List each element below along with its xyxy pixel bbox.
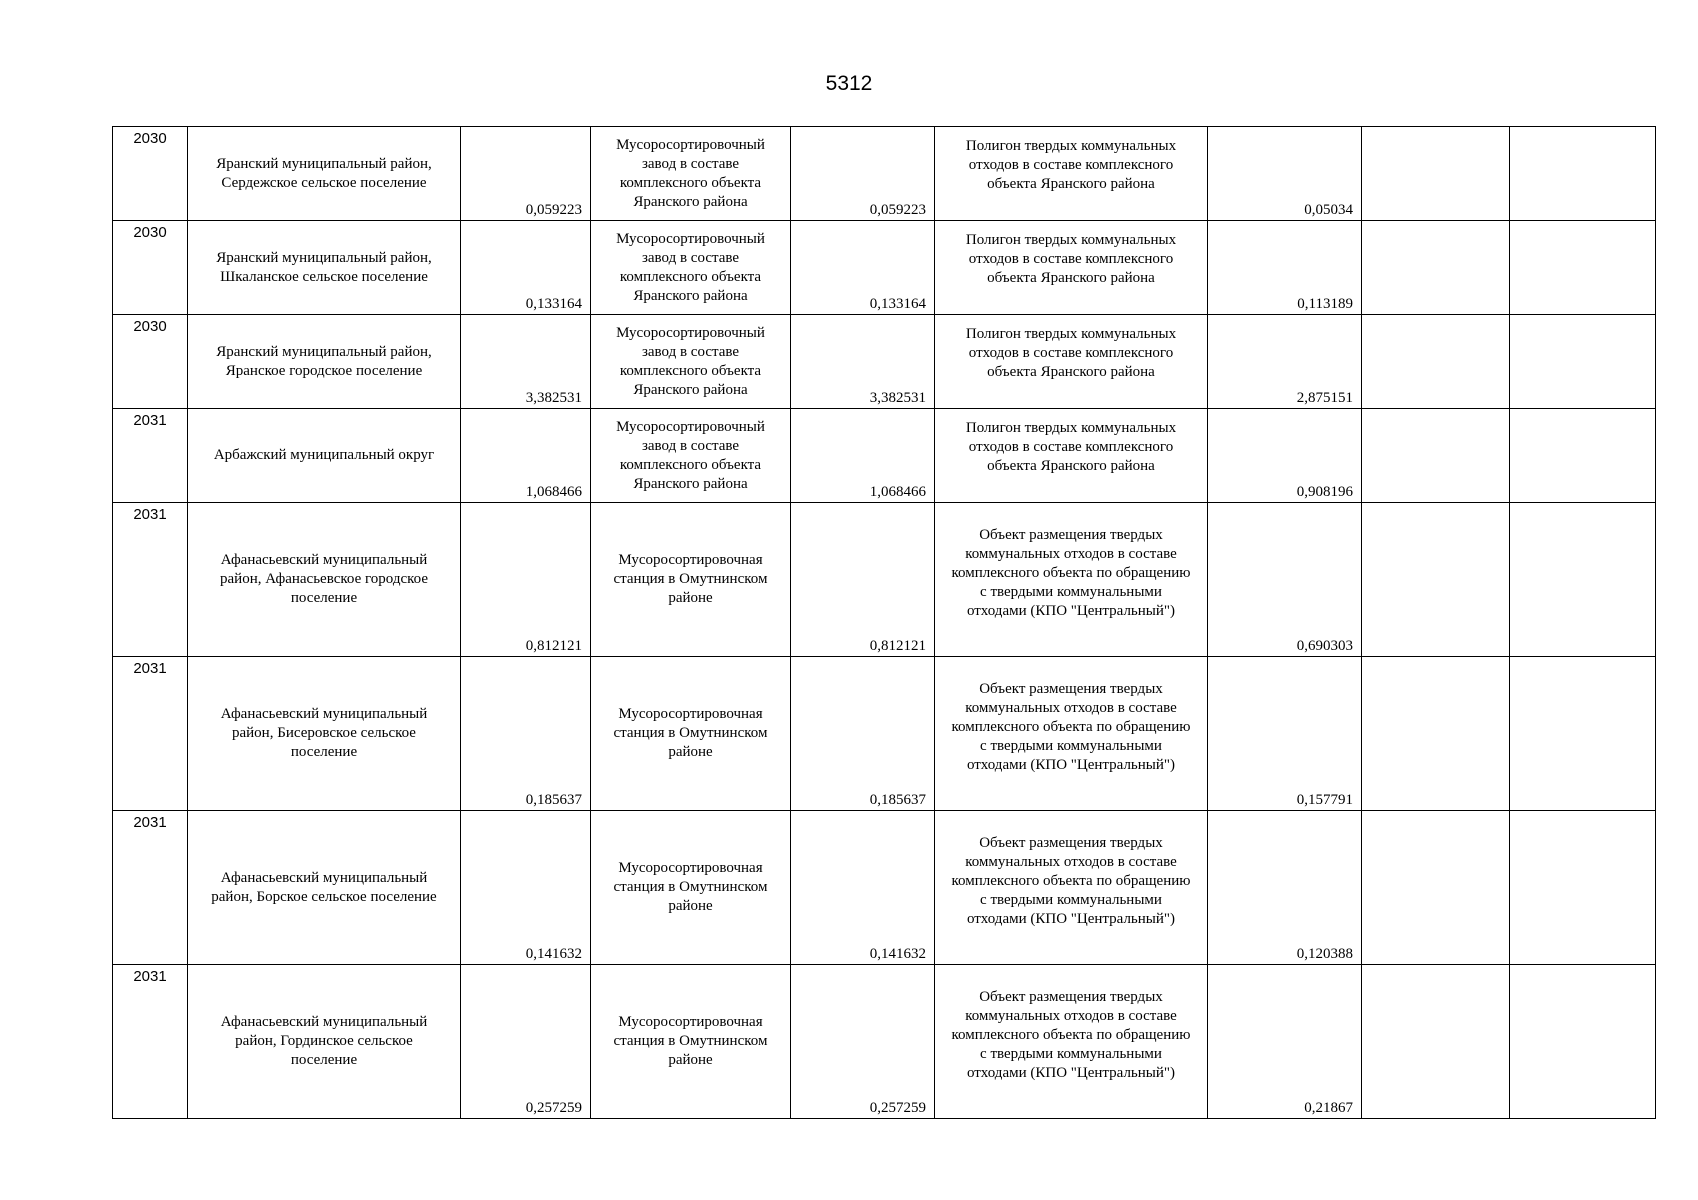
generation-value-cell: 1,068466 [461,409,591,503]
sorting-facility-text: Мусоросортировочная станция в Омутнинском районе [613,552,768,606]
generation-value-cell: 0,257259 [461,965,591,1119]
municipality-cell [188,503,461,657]
municipality-text: Арбажский муниципальный округ [213,447,435,463]
disposal-facility-cell [935,965,1208,1119]
generation-value-cell: 0,812121 [461,503,591,657]
sorting-facility-cell [591,127,791,221]
sorting-facility-cell [591,221,791,315]
generation-value-cell: 0,133164 [461,221,591,315]
table-row [113,315,1656,409]
sorting-facility-text: Мусоросортировочная станция в Омутнинском районе [613,706,768,760]
waste-flow-table [112,126,1656,1119]
disposal-facility-cell [935,127,1208,221]
sorting-facility-cell [591,503,791,657]
municipality-text: Афанасьевский муниципальный район, Борское сельское поселение [211,869,437,905]
disposal-facility-cell [935,657,1208,811]
empty-cell [1362,811,1510,965]
empty-cell [1510,221,1656,315]
year-cell: 2030 [113,315,188,409]
disposal-value-cell: 2,875151 [1208,315,1362,409]
empty-cell [1510,409,1656,503]
disposal-value-cell: 0,05034 [1208,127,1362,221]
municipality-cell [188,315,461,409]
sorting-facility-text: Мусоросортировочный завод в составе комплексного объекта Яранского района [616,136,765,210]
year-cell: 2030 [113,127,188,221]
empty-cell [1362,221,1510,315]
sorting-value-cell: 0,812121 [791,503,935,657]
generation-value-cell: 0,141632 [461,811,591,965]
empty-cell [1510,315,1656,409]
disposal-facility-text: Объект размещения твердых коммунальных отходов в составе комплексного объекта по обращению с твердыми коммунальными отходами (КПО "Центральный") [951,681,1191,773]
municipality-cell [188,221,461,315]
disposal-facility-text: Объект размещения твердых коммунальных отходов в составе комплексного объекта по обращению с твердыми коммунальными отходами (КПО "Центральный") [951,835,1191,927]
empty-cell [1510,127,1656,221]
empty-cell [1362,127,1510,221]
table-row [113,811,1656,965]
sorting-facility-cell [591,657,791,811]
year-cell: 2031 [113,503,188,657]
sorting-value-cell: 0,133164 [791,221,935,315]
table-row [113,965,1656,1119]
page-number: 5312 [825,72,873,95]
table-row [113,657,1656,811]
disposal-facility-text: Объект размещения твердых коммунальных отходов в составе комплексного объекта по обращению с твердыми коммунальными отходами (КПО "Центральный") [951,527,1191,619]
sorting-facility-text: Мусоросортировочная станция в Омутнинском районе [613,1014,768,1068]
municipality-cell [188,965,461,1119]
year-cell: 2031 [113,811,188,965]
sorting-facility-text: Мусоросортировочный завод в составе комплексного объекта Яранского района [616,324,765,398]
sorting-value-cell: 0,141632 [791,811,935,965]
sorting-value-cell: 0,185637 [791,657,935,811]
municipality-text: Яранский муниципальный район, Шкаланское сельское поселение [216,249,432,285]
sorting-facility-cell [591,409,791,503]
year-cell: 2031 [113,965,188,1119]
disposal-facility-text: Полигон твердых коммунальных отходов в составе комплексного объекта Яранского района [965,138,1177,192]
sorting-facility-cell [591,315,791,409]
sorting-facility-text: Мусоросортировочная станция в Омутнинском районе [613,860,768,914]
empty-cell [1510,503,1656,657]
table-row [113,503,1656,657]
empty-cell [1362,657,1510,811]
sorting-value-cell: 1,068466 [791,409,935,503]
table-row [113,409,1656,503]
disposal-facility-cell [935,409,1208,503]
municipality-cell [188,409,461,503]
sorting-facility-text: Мусоросортировочный завод в составе комплексного объекта Яранского района [616,230,765,304]
empty-cell [1362,965,1510,1119]
year-cell: 2031 [113,657,188,811]
disposal-value-cell: 0,157791 [1208,657,1362,811]
disposal-value-cell: 0,21867 [1208,965,1362,1119]
disposal-value-cell: 0,690303 [1208,503,1362,657]
disposal-facility-text: Полигон твердых коммунальных отходов в составе комплексного объекта Яранского района [965,326,1177,380]
disposal-facility-text: Объект размещения твердых коммунальных отходов в составе комплексного объекта по обращению с твердыми коммунальными отходами (КПО "Центральный") [951,989,1191,1081]
municipality-cell [188,127,461,221]
generation-value-cell: 3,382531 [461,315,591,409]
disposal-facility-cell [935,811,1208,965]
year-cell: 2031 [113,409,188,503]
empty-cell [1510,657,1656,811]
sorting-facility-cell [591,811,791,965]
sorting-facility-text: Мусоросортировочный завод в составе комплексного объекта Яранского района [616,418,765,492]
disposal-value-cell: 0,113189 [1208,221,1362,315]
municipality-cell [188,657,461,811]
generation-value-cell: 0,185637 [461,657,591,811]
municipality-text: Афанасьевский муниципальный район, Бисеровское сельское поселение [220,706,428,760]
empty-cell [1510,965,1656,1119]
sorting-facility-cell [591,965,791,1119]
sorting-value-cell: 0,257259 [791,965,935,1119]
table-row [113,221,1656,315]
sorting-value-cell: 0,059223 [791,127,935,221]
empty-cell [1362,503,1510,657]
disposal-value-cell: 0,120388 [1208,811,1362,965]
empty-cell [1510,811,1656,965]
disposal-facility-cell [935,221,1208,315]
municipality-text: Афанасьевский муниципальный район, Афанасьевское городское поселение [220,552,428,606]
municipality-text: Яранский муниципальный район, Яранское городское поселение [216,343,432,379]
disposal-facility-text: Полигон твердых коммунальных отходов в составе комплексного объекта Яранского района [965,420,1177,474]
empty-cell [1362,315,1510,409]
generation-value-cell: 0,059223 [461,127,591,221]
disposal-facility-text: Полигон твердых коммунальных отходов в составе комплексного объекта Яранского района [965,232,1177,286]
municipality-text: Афанасьевский муниципальный район, Гординское сельское поселение [220,1014,428,1068]
sorting-value-cell: 3,382531 [791,315,935,409]
disposal-facility-cell [935,503,1208,657]
municipality-cell [188,811,461,965]
year-cell: 2030 [113,221,188,315]
disposal-value-cell: 0,908196 [1208,409,1362,503]
empty-cell [1362,409,1510,503]
table-row [113,127,1656,221]
municipality-text: Яранский муниципальный район, Сердежское сельское поселение [216,155,432,191]
disposal-facility-cell [935,315,1208,409]
